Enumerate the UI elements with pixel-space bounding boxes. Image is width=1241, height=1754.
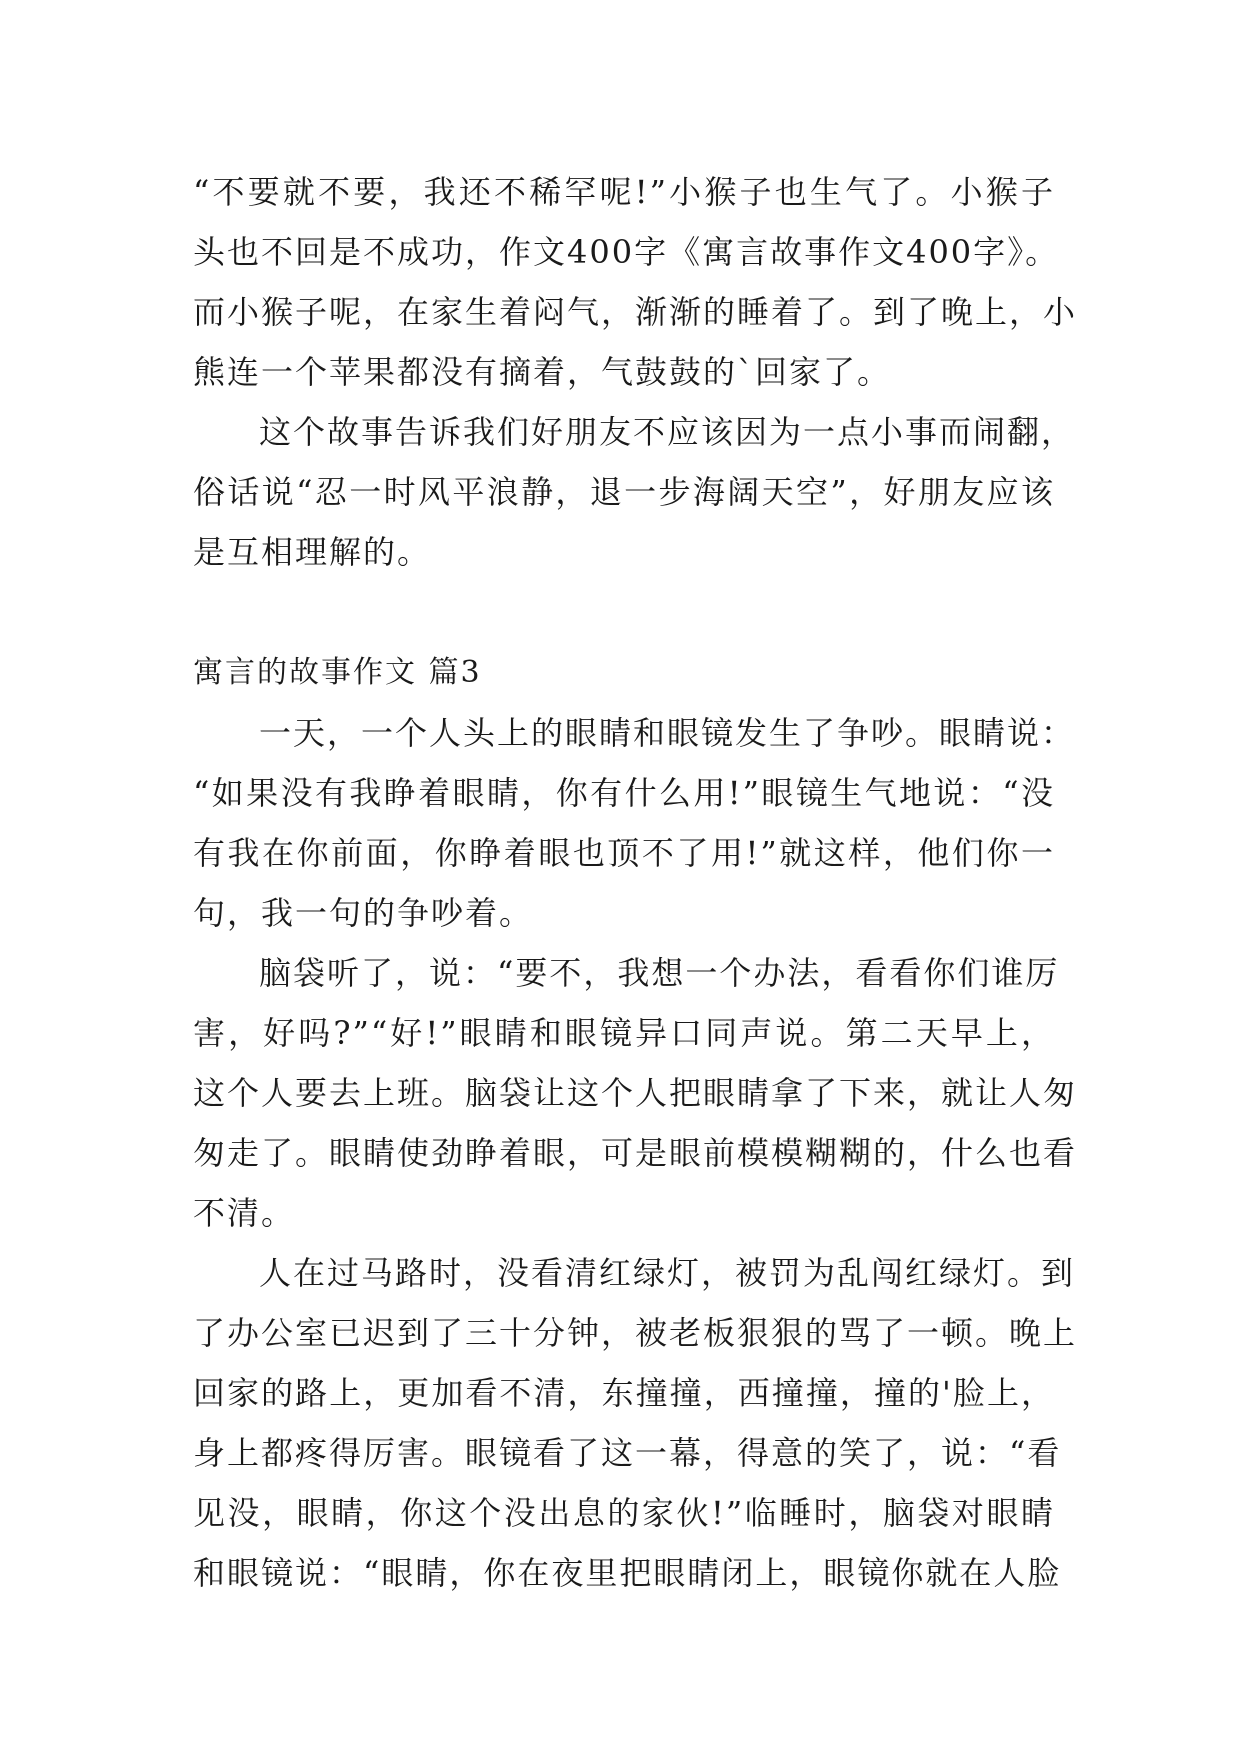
text-line: 头也不回是不成功，作文400字《寓言故事作文400字》。 [193,233,1060,271]
text-line: “如果没有我睁着眼睛，你有什么用!”眼镜生气地说：“没 [193,774,1055,812]
paragraph-moral [193,402,1076,582]
text-line: 匆走了。眼睛使劲睁着眼，可是眼前模模糊糊的，什么也看 [193,1134,1078,1172]
text-line: 熊连一个苹果都没有摘着，气鼓鼓的`回家了。 [193,353,892,391]
paragraph-brain-plan [193,943,1078,1243]
paragraph-story-ending [193,162,1078,402]
text-line: 身上都疼得厉害。眼镜看了这一幕，得意的笑了，说：“看 [193,1434,1062,1472]
document-page [193,162,1078,1603]
section-gap [193,582,1055,643]
text-line: 人在过马路时，没看清红绿灯，被罚为乱闯红绿灯。到 [259,1254,1076,1292]
text-line: 害，好吗?”“好!”眼睛和眼镜异口同声说。第二天早上， [193,1014,1055,1052]
text-line: 回家的路上，更加看不清，东撞撞，西撞撞，撞的'脸上， [193,1374,1055,1412]
text-line: 见没，眼睛，你这个没出息的家伙!”临睡时，脑袋对眼睛 [193,1494,1055,1532]
text-line: 这个故事告诉我们好朋友不应该因为一点小事而闹翻， [259,413,1076,451]
text-line: 而小猴子呢，在家生着闷气，渐渐的睡着了。到了晚上，小 [193,293,1078,331]
text-line: 和眼镜说：“眼睛，你在夜里把眼睛闭上，眼镜你就在人脸 [193,1554,1062,1592]
text-line: 脑袋听了，说：“要不，我想一个办法，看看你们谁厉 [259,954,1060,992]
text-line: 一天，一个人头上的眼睛和眼镜发生了争吵。眼睛说： [259,714,1076,752]
section-title: 寓言的故事作文 篇3 [193,655,482,690]
text-line: 是互相理解的。 [193,533,432,571]
text-line: 有我在你前面，你睁着眼也顶不了用!”就这样，他们你一 [193,834,1055,872]
text-line: 句，我一句的争吵着。 [193,894,534,932]
text-line: “不要就不要，我还不稀罕呢!”小猴子也生气了。小猴子 [193,173,1055,211]
paragraph-road [193,1243,1078,1603]
text-line: 了办公室已迟到了三十分钟，被老板狠狠的骂了一顿。晚上 [193,1314,1078,1352]
paragraph-argument [193,703,1076,943]
text-line: 这个人要去上班。脑袋让这个人把眼睛拿了下来，就让人匆 [193,1074,1078,1112]
text-line: 不清。 [193,1194,296,1232]
text-line: 俗话说“忍一时风平浪静，退一步海阔天空”，好朋友应该 [193,473,1055,511]
